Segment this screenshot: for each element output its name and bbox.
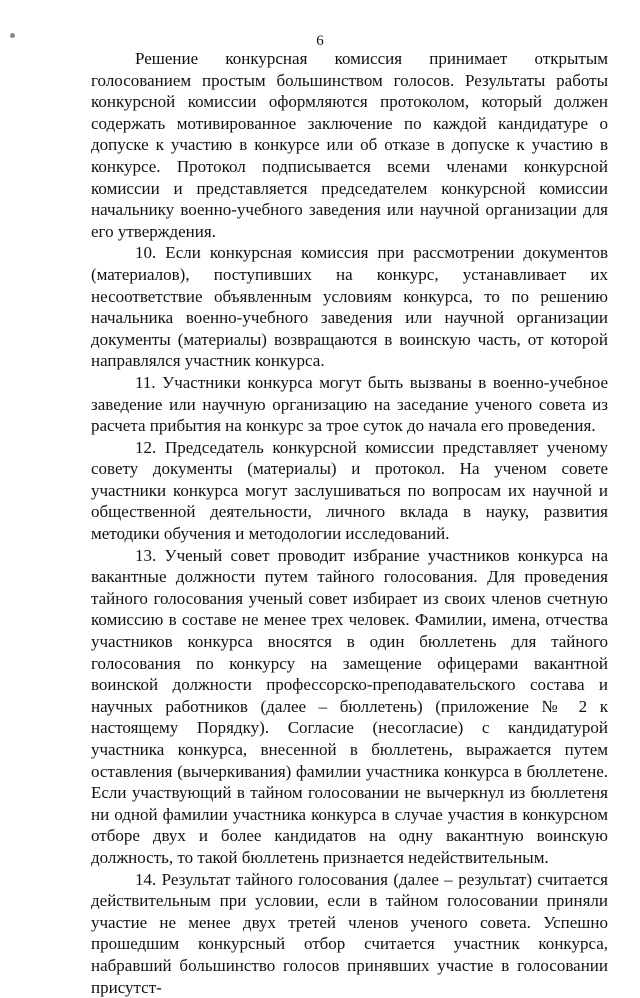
document-body (91, 48, 608, 998)
paragraph-voting-decision: Решение конкурсная комиссия принимает открытым голосованием простым большинством голосов. Результаты работы конкурсной комиссии оформляются протоколом, который должен содержать мотивированное заключение по каждой кандидатуре о допуске к участию в конкурсе или об отказе в допуске к участию в конкурсе. Протокол подписывается всеми членами конкурсной комиссии и представляется председателем конкурсной комиссии начальнику военно-учебного заведения или научной организации для его утверждения. (91, 49, 608, 241)
paragraph-14: 14. Результат тайного голосования (далее – результат) считается действительным при условии, если в тайном голосовании приняли участие не менее двух третей членов ученого совета. Успешно прошедшим конкурсный отбор считается участник конкурса, набравший большинство голосов принявших участие в голосовании присутст- (91, 869, 608, 997)
page-number: 6 (316, 33, 324, 49)
paragraph-10: 10. Если конкурсная комиссия при рассмотрении документов (материалов), поступивших на конкурс, устанавливает их несоответствие объявленным условиям конкурса, то по решению начальника военно-учебного заведения или научной организации документы (материалы) возвращаются в воинскую часть, от которой направлялся участник конкурса. (91, 243, 608, 371)
paragraph-13: 13. Ученый совет проводит избрание участников конкурса на вакантные должности путем тайного голосования. Для проведения тайного голосования ученый совет избирает из своих членов счетную комиссию в составе не менее трех человек. Фамилии, имена, отчества участников конкурса вносятся в один бюллетень для тайного голосования по конкурсу на замещение офицерами вакантной воинской должности профессорско-преподавательского состава и научных работников (далее – бюллетень) (приложение № 2 к настоящему Порядку). Согласие (несогласие) с кандидатурой участника конкурса, внесенной в бюллетень, выражается путем оставления (вычеркивания) фамилии участника конкурса в бюллетене. Если участвующий в тайном голосовании не вычеркнул из бюллетеня ни одной фамилии участника конкурса в случае участия в конкурсном отборе двух и более кандидатов на одну вакантную воинскую должность, то такой бюллетень признается недействительным. (91, 545, 608, 867)
paragraph-11: 11. Участники конкурса могут быть вызваны в военно-учебное заведение или научную организацию на заседание ученого совета из расчета прибытия на конкурс за трое суток до начала его проведения. (91, 372, 608, 436)
paragraph-12: 12. Председатель конкурсной комиссии представляет ученому совету документы (материалы) и протокол. На ученом совете участники конкурса могут заслушиваться по вопросам их научной и общественной деятельности, личного вклада в науку, развития методики обучения и методологии исследований. (91, 437, 608, 544)
